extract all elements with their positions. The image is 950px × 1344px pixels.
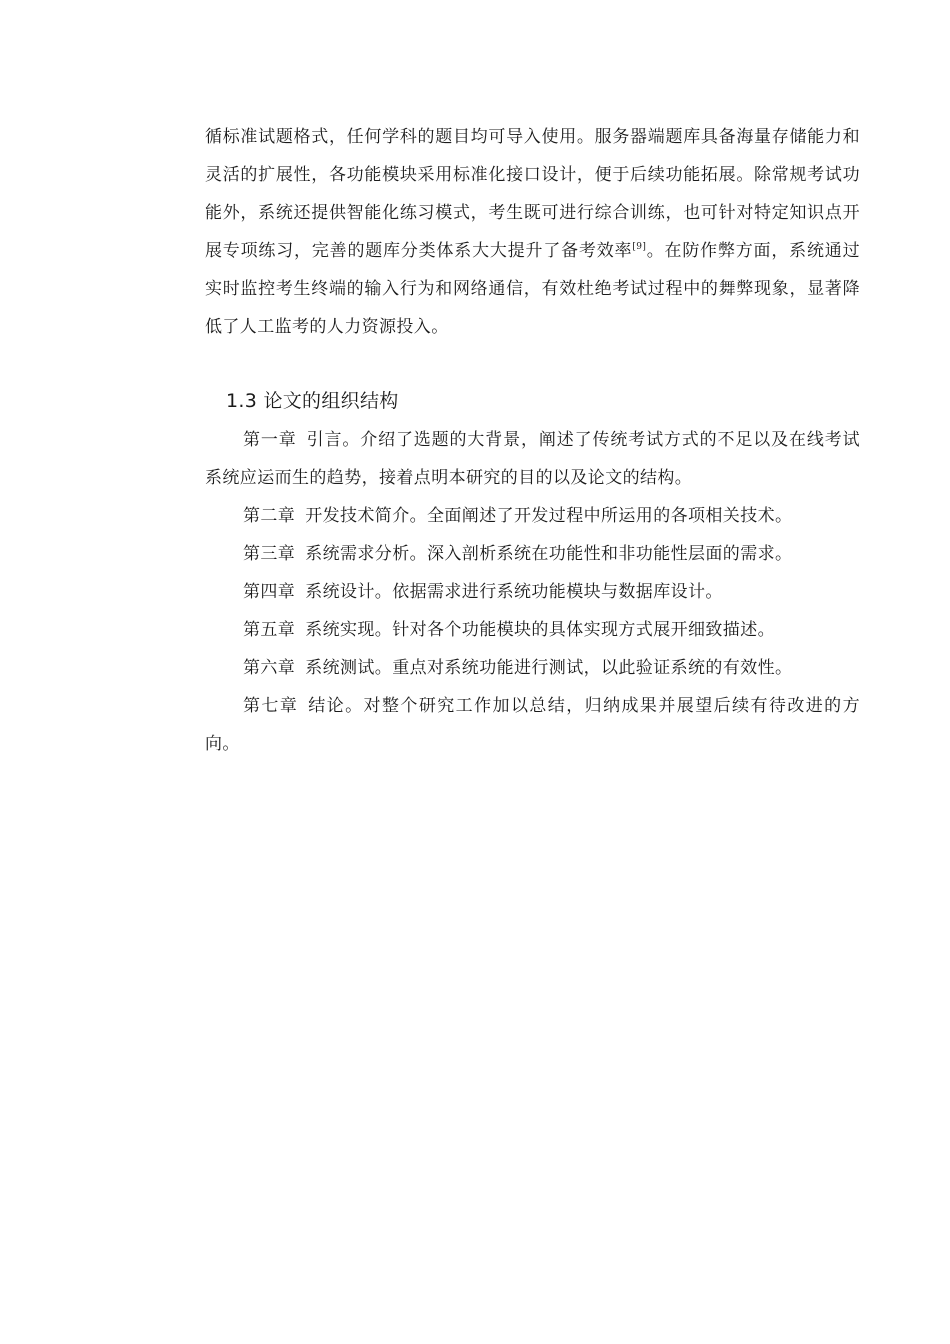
chapter-label: 第六章 [243,658,296,678]
intro-paragraph [205,118,860,346]
chapter-label: 第一章 [243,430,297,450]
chapter-description: 系统实现。针对各个功能模块的具体实现方式展开细致描述。 [305,620,776,640]
body-paragraph [205,118,860,346]
chapter-description: 系统测试。重点对系统功能进行测试，以此验证系统的有效性。 [305,658,793,678]
chapter-description: 结论。对整个研究工作加以总结，归纳成果并展望后续有待改进的方向。 [205,696,861,754]
chapter-label: 第三章 [243,544,296,564]
chapter-list [205,421,860,763]
chapter-description: 系统需求分析。深入剖析系统在功能性和非功能性层面的需求。 [305,544,793,564]
chapter-item [205,497,860,535]
chapter-label: 第七章 [243,696,299,716]
chapter-label: 第四章 [243,582,296,602]
chapter-label: 第二章 [243,506,296,526]
chapter-description: 系统设计。依据需求进行系统功能模块与数据库设计。 [305,582,723,602]
chapter-item [205,649,860,687]
section-heading: 1.3 论文的组织结构 [226,390,399,412]
chapter-label: 第五章 [243,620,296,640]
citation-ref: [9] [632,242,647,252]
chapter-item [205,573,860,611]
chapter-item [205,687,860,763]
chapter-item [205,421,860,497]
chapter-item [205,535,860,573]
chapter-description: 开发技术简介。全面阐述了开发过程中所运用的各项相关技术。 [305,506,793,526]
chapter-description: 引言。介绍了选题的大背景，阐述了传统考试方式的不足以及在线考试系统应运而生的趋势，接着点明本研究的目的以及论文的结构。 [205,430,860,488]
paragraph-text: 。在防作弊方面，系统通过实时监控考生终端的输入行为和网络通信，有效杜绝考试过程中的舞弊现象，显著降低了人工监考的人力资源投入。 [205,241,860,337]
chapter-item [205,611,860,649]
paragraph-text: 循标准试题格式，任何学科的题目均可导入使用。服务器端题库具备海量存储能力和灵活的扩展性，各功能模块采用标准化接口设计，便于后续功能拓展。除常规考试功能外，系统还提供智能化练习模式，考生既可进行综合训练，也可针对特定知识点开展专项练习，完善的题库分类体系大大提升了备考效率 [205,127,860,261]
